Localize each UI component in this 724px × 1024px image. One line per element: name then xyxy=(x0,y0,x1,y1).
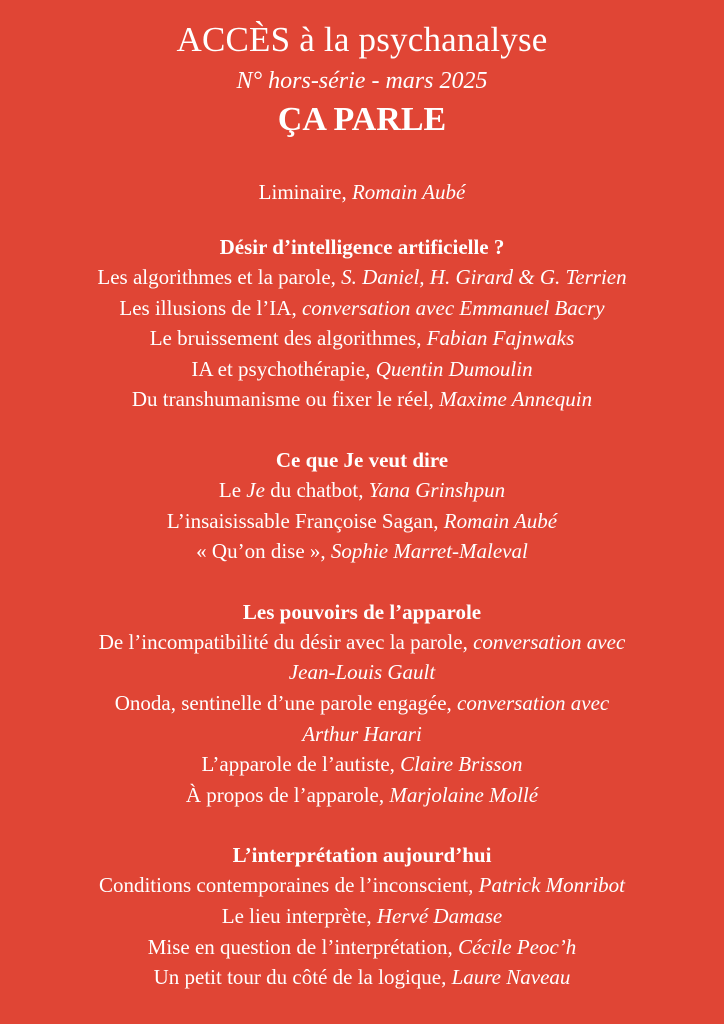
entry-title: L’apparole de l’autiste, xyxy=(201,752,401,777)
entry-title: Le lieu interprète, xyxy=(221,903,377,928)
entry-author: Patrick Monribot xyxy=(478,873,626,898)
entry-title: Les illusions de l’IA, xyxy=(119,295,302,320)
section-title: Désir d’intelligence artificielle ? xyxy=(219,235,505,259)
entry-title: De l’incompatibilité du désir avec la parole, xyxy=(98,629,474,654)
entry-author: conversation avec xyxy=(457,690,610,715)
toc-entry xyxy=(0,262,724,293)
journal-title: ACCÈS à la psychanalyse xyxy=(176,20,548,59)
entry-author: Yana Grinshpun xyxy=(368,477,506,502)
entry-author: Sophie Marret-Maleval xyxy=(330,539,528,564)
section-title: Ce que Je veut dire xyxy=(275,447,449,472)
toc-entry xyxy=(0,536,724,567)
entry-author: Laure Naveau xyxy=(451,965,571,990)
toc-entry xyxy=(0,293,724,324)
toc-entry xyxy=(0,323,724,354)
entry-title: Un petit tour du côté de la logique, xyxy=(153,965,452,990)
toc-entry xyxy=(0,870,724,901)
entry-title: À propos de l’apparole, xyxy=(185,782,390,807)
entry-title: Le bruissement des algorithmes, xyxy=(149,326,427,351)
section-desir-ia xyxy=(0,232,724,415)
toc-entry xyxy=(0,749,724,780)
entry-title: du chatbot, xyxy=(264,477,369,502)
entry-author: Fabian Fajnwaks xyxy=(426,326,575,351)
toc-entry xyxy=(0,475,724,506)
section-title: L’interprétation aujourd’hui xyxy=(232,843,492,868)
entry-title: IA et psychothérapie, xyxy=(191,356,376,381)
entry-title: Onoda, sentinelle d’une parole engagée, xyxy=(114,690,458,715)
entry-author: Marjolaine Mollé xyxy=(389,782,539,807)
entry-title: « Qu’on dise », xyxy=(196,539,331,564)
entry-author: Quentin Dumoulin xyxy=(375,356,533,381)
entry-title: L’insaisissable Françoise Sagan, xyxy=(166,508,444,533)
entry-title: Les algorithmes et la parole, xyxy=(97,265,342,289)
entry-author: Hervé Damase xyxy=(376,903,503,928)
entry-author: Cécile Peoc’h xyxy=(457,934,577,959)
entry-author: conversation avec xyxy=(473,629,626,654)
section-title: Les pouvoirs de l’apparole xyxy=(242,599,482,624)
entry-title-emphasis: Je xyxy=(246,477,265,502)
toc-entry xyxy=(0,384,724,415)
entry-title: Liminaire, xyxy=(258,180,352,204)
issue-info: N° hors-série - mars 2025 xyxy=(236,68,488,94)
toc-entry xyxy=(0,932,724,963)
entry-title: Conditions contemporaines de l’inconscient, xyxy=(98,873,479,898)
toc-entry xyxy=(0,901,724,932)
entry-author-continued: Jean-Louis Gault xyxy=(288,660,436,685)
entry-author-continued: Arthur Harari xyxy=(302,721,422,746)
toc-entry xyxy=(0,354,724,385)
entry-title: Du transhumanisme ou fixer le réel, xyxy=(131,387,440,412)
entry-author: Claire Brisson xyxy=(400,752,523,777)
section-pouvoirs-apparole xyxy=(0,597,724,811)
toc-entry xyxy=(0,780,724,811)
entry-author: Romain Aubé xyxy=(443,508,558,533)
entry-author: S. Daniel, H. Girard & G. Terrien xyxy=(341,265,627,289)
entry-author: Maxime Annequin xyxy=(439,387,593,412)
toc-entry xyxy=(0,627,724,688)
entry-title: Mise en question de l’interprétation, xyxy=(147,934,458,959)
liminaire-entry xyxy=(0,178,724,206)
issue-theme: ÇA PARLE xyxy=(277,101,447,138)
toc-entry xyxy=(0,506,724,537)
section-interpretation xyxy=(0,840,724,992)
entry-author: conversation avec Emmanuel Bacry xyxy=(301,295,605,320)
toc-entry xyxy=(0,688,724,749)
entry-title-prefix: Le xyxy=(218,477,247,502)
entry-author: Romain Aubé xyxy=(351,180,466,204)
section-ce-que-je-veut-dire xyxy=(0,445,724,567)
toc-entry xyxy=(0,962,724,993)
